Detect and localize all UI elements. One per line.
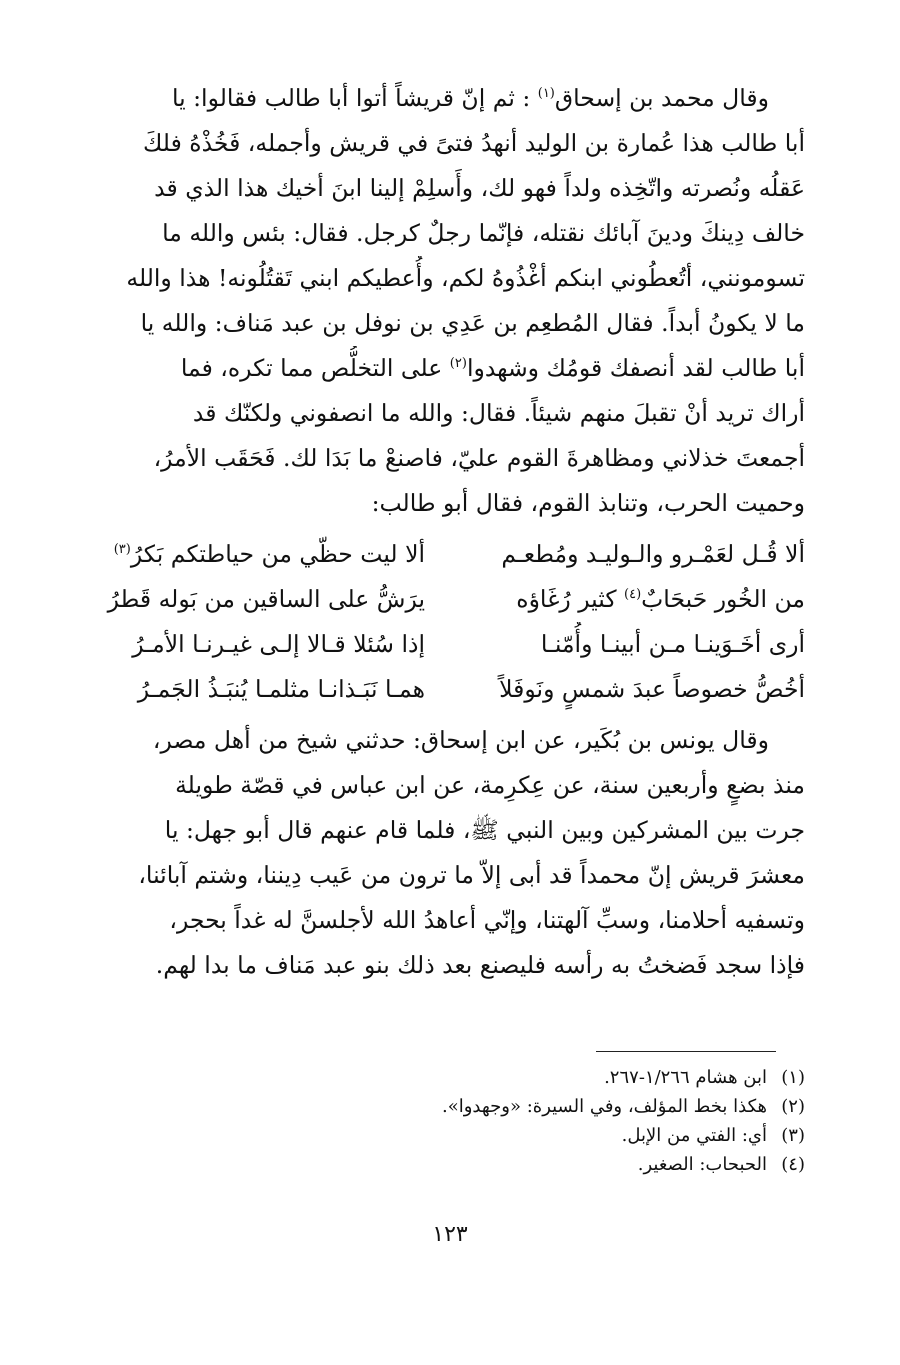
footnote-marker: (٢): [449, 356, 467, 371]
footnote-number: (٢): [781, 1096, 805, 1117]
page-number: ١٢٣: [432, 1222, 468, 1247]
footnote-marker: (٣): [113, 542, 131, 557]
hemistich-text: كثير رُغَاؤه: [516, 585, 625, 613]
footnote-text: هكذا بخط المؤلف، وفي السيرة: «وجهدوا».: [441, 1096, 767, 1117]
paragraph-1: [95, 76, 805, 526]
text-line: أجمعتَ خذلاني ومظاهرةَ القوم عليّ، فاصنعْ ما بَدَا لك. فَحَقَب الأمرُ،: [153, 444, 805, 472]
line-text: أبا طالب لقد أنصفك قومُك وشهدوا: [466, 354, 805, 382]
poem-verse: [95, 667, 805, 712]
footnote: [200, 1063, 805, 1092]
poem-verse: [95, 622, 805, 667]
verse-first-hemistich: [475, 577, 805, 622]
text-line: أبا طالب هذا عُمارة بن الوليد أنهدُ فتىً في قريش وأجمله، فَخُذْهُ فلكَ: [143, 129, 805, 157]
text-line: [95, 76, 805, 121]
footnote-number: (٣): [781, 1125, 805, 1146]
footnote-number: (١): [781, 1067, 805, 1088]
verse-second-hemistich: [95, 532, 425, 577]
verse-second-hemistich: همـا نَبَـذانـا مثلمـا يُنبَـذُ الجَمـرُ: [137, 675, 425, 703]
text-line: ما لا يكونُ أبداً. فقال المُطعِم بن عَدِي بن نوفل بن عبد مَناف: والله يا: [140, 309, 805, 337]
line-text: : ثم إنّ قريشاً أتوا أبا طالب فقالوا: يا: [171, 84, 538, 112]
hemistich-text: ألا ليت حظّي من حياطتكم بَكرُ: [130, 540, 425, 568]
verse-first-hemistich: ألا قُـل لعَمْـرو والـوليـد ومُطعـم: [501, 540, 805, 568]
verse-gap: [425, 532, 475, 577]
line-text: على التخلُّص مما تكره، فما: [180, 354, 450, 382]
text-line: [95, 346, 805, 391]
text-line: خالف دِينكَ ودينَ آبائك نقتله، فإنّما رجلٌ كرجل. فقال: بئس والله ما: [162, 219, 805, 247]
poem-verse: [95, 532, 805, 577]
footnote-marker: (٤): [624, 587, 642, 602]
text-line: فإذا سجد فَضختُ به رأسه فليصنع بعد ذلك بنو عبد مَناف ما بدا لهم.: [155, 951, 805, 979]
text-line: معشرَ قريش إنّ محمداً قد أبى إلاّ ما ترون من عَيب دِيننا، وشتم آبائنا،: [138, 861, 805, 889]
verse-second-hemistich: إذا سُئلا قـالا إلـى غيـرنـا الأمـرُ: [132, 630, 425, 658]
verse-gap: [425, 577, 475, 622]
verse-first-hemistich: أخُصُّ خصوصاً عبدَ شمسٍ ونَوفَلاً: [499, 675, 805, 703]
main-text: [95, 76, 805, 988]
footnote-separator: [596, 1051, 776, 1052]
verse-gap: [425, 622, 475, 667]
text-line: منذ بضعٍ وأربعين سنة، عن عِكرِمة، عن ابن عباس في قصّة طويلة: [175, 771, 805, 799]
text-line: عَقلُه ونُصرته واتّخِذه ولداً فهو لك، وأَسلِمْ إلينا ابنَ أخيك هذا الذي قد: [154, 174, 805, 202]
text-line: جرت بين المشركين وبين النبي ﷺ، فلما قام عنهم قال أبو جهل: يا: [164, 816, 805, 844]
footnote-marker: (١): [537, 86, 555, 101]
line-text: وقال محمد بن إسحاق: [554, 84, 769, 112]
verse-first-hemistich: أرى أخَـوَينـا مـن أبينـا وأُمّنـا: [540, 630, 805, 658]
footnotes: [200, 1063, 805, 1179]
paragraph-2: [95, 718, 805, 988]
text-line: تسومونني، أتُعطُوني ابنكم أغْذُوهُ لكم، وأُعطيكم ابني تَقتُلُونه! هذا والله: [126, 264, 805, 292]
hemistich-text: من الخُور حَبحَابٌ: [641, 585, 805, 613]
poem: [95, 532, 805, 712]
footnote-text: ابن هشام ١/٢٦٦-٢٦٧.: [604, 1067, 767, 1088]
footnote-text: أي: الفتي من الإبل.: [621, 1125, 767, 1146]
verse-gap: [425, 667, 475, 712]
poem-verse: [95, 577, 805, 622]
verse-second-hemistich: يرَشُّ على الساقين من بَوله قَطرُ: [107, 585, 425, 613]
text-line: وحميت الحرب، وتنابذ القوم، فقال أبو طالب:: [371, 489, 805, 517]
footnote: [200, 1150, 805, 1179]
footnote-number: (٤): [781, 1154, 805, 1175]
footnote: [200, 1092, 805, 1121]
footnote-text: الحبحاب: الصغير.: [637, 1154, 767, 1175]
footnote: [200, 1121, 805, 1150]
text-line: وقال يونس بن بُكَير، عن ابن إسحاق: حدثني شيخ من أهل مصر،: [152, 726, 769, 754]
text-line: وتسفيه أحلامنا، وسبِّ آلهتنا، وإنّي أعاهدُ الله لأجلسنَّ له غداً بحجر،: [169, 906, 805, 934]
text-line: أراك تريد أنْ تقبلَ منهم شيئاً. فقال: والله ما انصفوني ولكنّك قد: [192, 399, 805, 427]
